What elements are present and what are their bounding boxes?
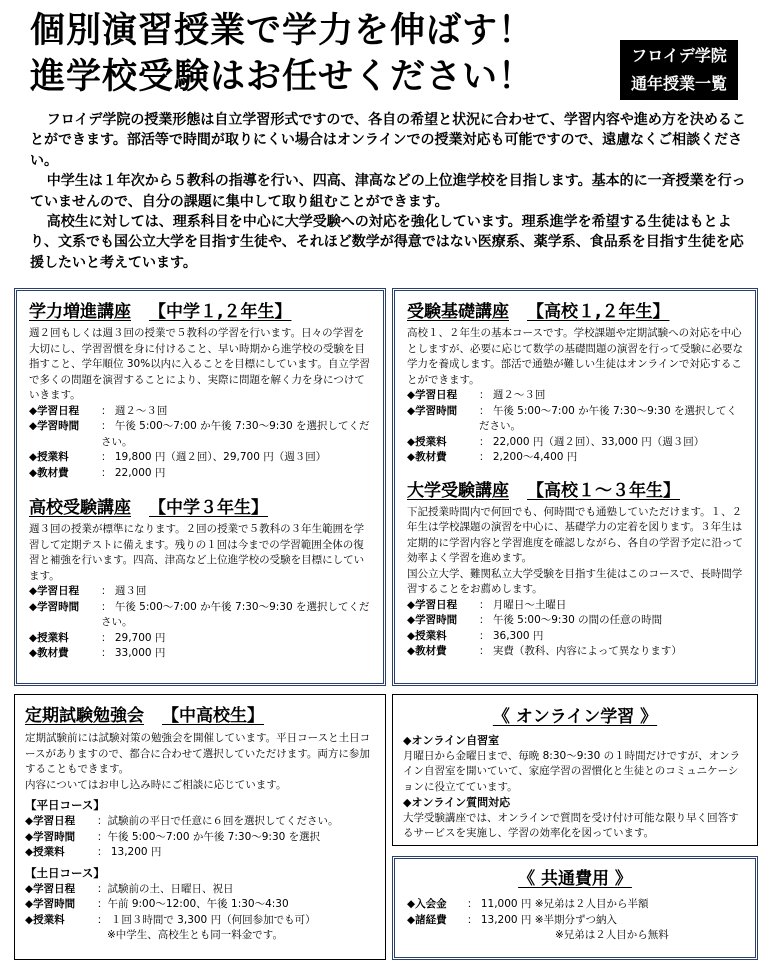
course-title (25, 705, 375, 727)
online-title (403, 705, 747, 729)
fees-title (407, 867, 743, 891)
online-questions-text: 大学受験講座では、オンラインで質問を受け付け可能な限り早く回答するサービスを実施し、学習の効率化を図っています。 (403, 811, 739, 839)
course-tuition (29, 450, 371, 466)
field-label: ◆学習日程 (29, 585, 80, 597)
field-value: ： 19,800 円（週２回）、29,700 円（週３回） (101, 451, 327, 463)
enrollment-fee (407, 897, 743, 913)
junior-courses-box (14, 288, 386, 686)
weekend-course-heading: 【土日コース】 (25, 865, 105, 880)
online-questions-heading: ◆オンライン質問対応 (403, 796, 511, 809)
course-description: 週３回の授業が標準になります。２回の授業で５教科の３年生範囲を学習して定期テストに備えます。残りの１回は今までの学習範囲全体の復習と補強を行います。四高、津高など上位進学校の受験を目標にしています。 (29, 523, 365, 582)
field-label: ◆学習日程 (25, 815, 76, 827)
field-value: ： 午後 5:00～7:00 か午後 7:30～9:30 を選択してください。 (101, 420, 370, 448)
headline (30, 8, 630, 100)
field-label: ◆学習時間 (29, 420, 80, 432)
field-value: ： 実費（教科、内容によって異なります） (479, 645, 682, 657)
course-materials (29, 646, 371, 662)
field-value: ： 13,200 円 (97, 846, 162, 858)
weekday-hours (25, 830, 375, 846)
field-value: ： 36,300 円 (479, 629, 544, 642)
field-value: ： 午後 5:00～9:30 の間の任意の時間 (479, 614, 663, 626)
field-value: ： 午後 5:00～7:00 か午後 7:30～9:30 を選択してください。 (101, 600, 370, 628)
course-title (29, 301, 371, 323)
field-label: ◆教材費 (29, 647, 69, 659)
course-tuition (407, 629, 743, 645)
course-description: 週２回もしくは週３回の授業で５教科の学習を行います。日々の学習を大切にし、学習習慣を身に付けること、早い時期から進学校の受験を目指すこと、学年順位 30%以内に入ることを目標にしています。自立学習で多くの問題を演習することにより、実際に問題を解く力を身につけていきます。 (29, 327, 370, 401)
common-fees-box (392, 856, 758, 960)
course-recommendation: 国公立大学、難関私立大学受験を目指す生徒はこのコースで、長時間学習することをお薦めします。 (407, 567, 743, 595)
weekday-tuition (25, 845, 375, 861)
field-label: ◆学習時間 (407, 404, 458, 417)
course-materials (407, 450, 743, 466)
course-schedule (407, 388, 743, 404)
course-description: 高校１、２年生の基本コースです。学校課題や定期試験への対応を中心としますが、必要に応じて数学の基礎問題の演習を行って受験に必要な学力を養成します。部活で通塾が難しい生徒はオンラインで対応することができます。 (407, 327, 743, 386)
online-study-room-text: 月曜日から金曜日まで、毎晩 8:30～9:30 の１時間だけですが、オンライン自習室を開いていて、家庭学習の習慣化と生徒とのコミュニケーションに役立てています。 (403, 749, 741, 793)
field-label: ◆学習時間 (25, 898, 76, 910)
online-learning-box (392, 694, 758, 846)
course-hours (29, 419, 371, 450)
high-school-courses-box (392, 288, 758, 686)
course-hours (29, 600, 371, 631)
badge-school-name: フロイデ学院 (631, 46, 727, 65)
course-name: 学力増進講座 (29, 302, 131, 322)
field-label: ◆学習日程 (25, 882, 76, 895)
course-grade: 【高校１,２年生】 (527, 302, 670, 322)
field-value: ： 11,000 円 ※兄弟は２人目から半額 (467, 898, 649, 910)
course-grade: 【中学３年生】 (149, 498, 268, 518)
headline-line-1: 個別演習授業で学力を伸ばす！ (30, 11, 535, 51)
fee-note: ※中学生、高校生とも同一料金です。 (107, 929, 283, 941)
course-tuition (407, 435, 743, 451)
field-value: ： 22,000 円 (101, 466, 166, 479)
course-description: 定期試験前には試験対策の勉強会を開催しています。平日コースと土日コースがありますので、都合に合わせて選択していただけます。両方に参加することもできます。 (25, 732, 371, 775)
course-name: 大学受験講座 (407, 480, 509, 501)
field-value: ：午前 9:00～12:00、午後 1:30～4:30 (97, 898, 289, 910)
field-label: ◆教材費 (407, 451, 447, 463)
online-study-room-heading: ◆オンライン自習室 (403, 734, 500, 747)
weekend-hours (25, 897, 375, 913)
badge-subtitle: 通年授業一覧 (630, 74, 727, 93)
course-name: 定期試験勉強会 (25, 706, 144, 726)
field-label: ◆学習日程 (407, 598, 458, 611)
field-label: ◆学習日程 (29, 404, 80, 417)
course-description: 下記授業時間内で何回でも、何時間でも通塾していただけます。１、２年生は学校課題の演習を中心に、基礎学力の定着を図ります。３年生は定期的に学習内容と学習進度を確認しながら、各自の学習予定に沿って効率よく学習を進めます。 (407, 505, 743, 564)
field-value: ： 週３回 (101, 585, 147, 597)
course-schedule (29, 584, 371, 600)
course-schedule (29, 404, 371, 420)
field-label: ◆学習時間 (25, 830, 76, 843)
course-grade: 【中高校生】 (162, 706, 264, 726)
field-value: ： 週２～３回 (101, 404, 168, 417)
field-label: ◆授業料 (29, 451, 69, 463)
fees-title-text: 《 共通費用 》 (518, 869, 632, 889)
weekend-tuition (25, 913, 375, 929)
course-grade: 【中学１,２年生】 (149, 302, 292, 322)
field-value: ： 午後 5:00～7:00 か午後 7:30～9:30 を選択してください。 (479, 404, 738, 432)
field-label: ◆授業料 (407, 629, 447, 642)
course-title (29, 497, 371, 519)
weekday-course-heading: 【平日コース】 (25, 798, 105, 812)
field-label: ◆授業料 (25, 846, 65, 858)
field-value: ： 2,200～4,400 円 (479, 451, 578, 463)
sibling-note: ※兄弟は２人目から無料 (555, 929, 669, 941)
field-label: ◆入会金 (407, 898, 447, 910)
course-tuition (29, 631, 371, 647)
course-grade: 【高校１～３年生】 (527, 480, 680, 501)
misc-fee (407, 913, 743, 929)
school-badge (620, 40, 738, 100)
course-hours (407, 404, 743, 435)
field-label: ◆諸経費 (407, 913, 447, 926)
exam-study-session-box (14, 694, 386, 960)
field-value: ： 月曜日～土曜日 (479, 598, 567, 611)
weekday-schedule (25, 814, 375, 830)
field-value: ：試験前の土、日曜日、祝日 (97, 882, 234, 895)
field-value: ：午後 5:00～7:00 か午後 7:30～9:30 を選択 (97, 830, 321, 843)
course-title (407, 301, 743, 323)
course-title (407, 480, 743, 502)
field-value: ：試験前の平日で任意に６回を選択してください。 (97, 815, 339, 827)
field-value: ： 22,000 円（週２回）、33,000 円（週３回） (479, 435, 705, 448)
field-value: ： 13,200 円 ※半期分ずつ納入 (467, 913, 618, 926)
weekend-schedule (25, 882, 375, 898)
field-label: ◆学習時間 (407, 614, 458, 626)
course-hours (407, 613, 743, 629)
field-label: ◆教材費 (29, 466, 69, 479)
field-label: ◆学習日程 (407, 389, 458, 401)
intro-paragraph: 高校生に対しては、理系科目を中心に大学受験への対応を強化しています。理系進学を希望する生徒はもとより、文系でも国公立大学を目指す生徒や、それほど数学が得意ではない医療系、薬学系、食品系を目指す生徒を応援したいと考えています。 (30, 214, 744, 271)
field-value: ： 33,000 円 (101, 647, 166, 659)
field-value: ： １回３時間で 3,300 円（何回参加でも可） (97, 913, 316, 926)
field-label: ◆授業料 (407, 435, 447, 448)
field-label: ◆授業料 (25, 913, 65, 926)
intro-text (30, 110, 750, 273)
field-label: ◆学習時間 (29, 600, 80, 613)
online-title-text: 《 オンライン学習 》 (492, 707, 658, 727)
field-label: ◆教材費 (407, 645, 447, 657)
headline-line-2: 進学校受験はお任せください！ (30, 57, 535, 97)
field-value: ： 週２～３回 (479, 389, 546, 401)
course-materials (29, 466, 371, 482)
intro-paragraph: 中学生は１年次から５教科の指導を行い、四高、津高などの上位進学校を目指します。基本的に一斉授業を行っていませんので、自分の課題に集中して取り組むことができます。 (30, 173, 746, 210)
course-name: 高校受験講座 (29, 498, 131, 518)
course-name: 受験基礎講座 (407, 302, 509, 322)
field-value: ： 29,700 円 (101, 631, 166, 644)
field-label: ◆授業料 (29, 631, 69, 644)
course-note: 内容についてはお申し込み時にご相談に応じています。 (25, 778, 287, 791)
intro-paragraph: フロイデ学院の授業形態は自立学習形式ですので、各自の希望と状況に合わせて、学習内容や進め方を決めることができます。部活等で時間が取りにくい場合はオンラインでの授業対応も可能ですので、遠慮なくご相談ください。 (30, 112, 746, 169)
course-materials (407, 644, 743, 660)
course-schedule (407, 598, 743, 614)
